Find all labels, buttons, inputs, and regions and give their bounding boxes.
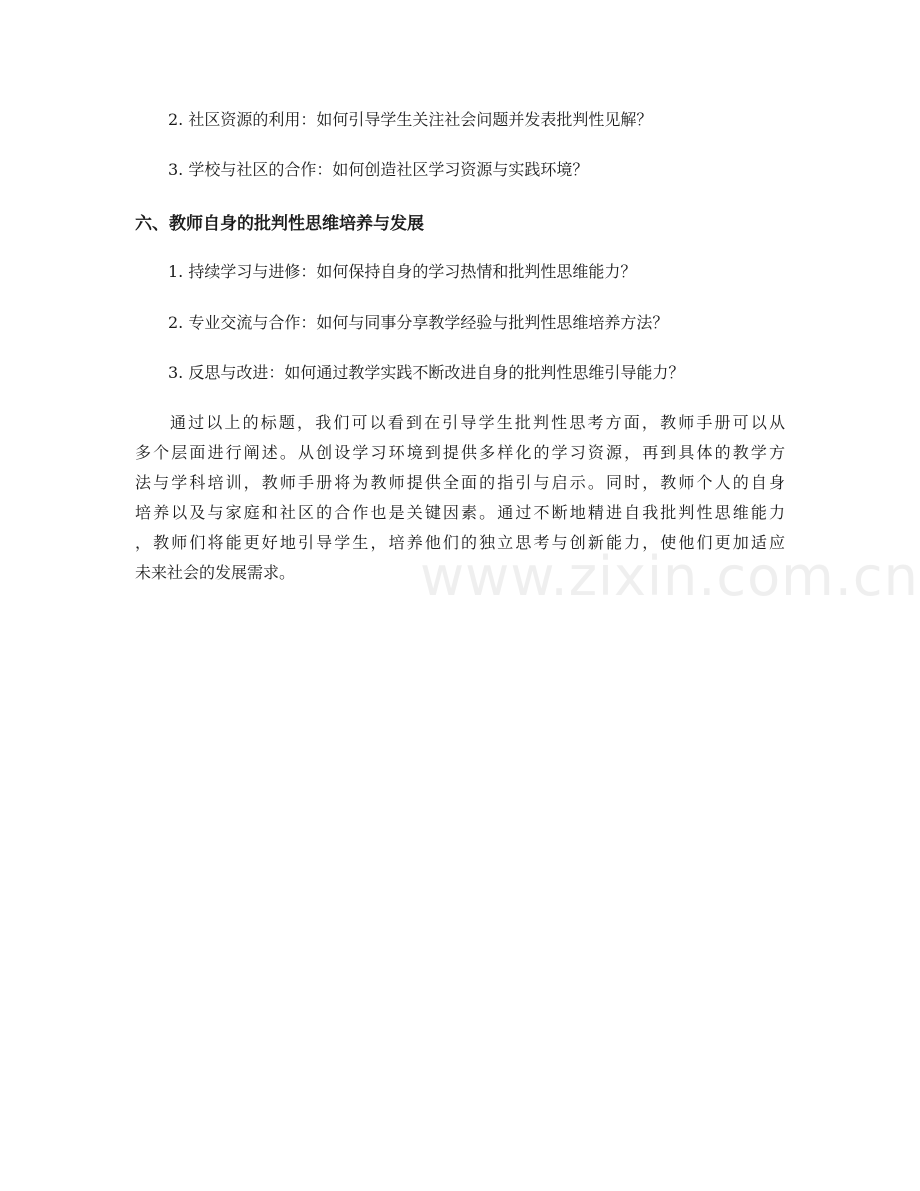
watermark: www.zixin.com.cn — [420, 545, 919, 608]
paragraph-line: 法与学科培训，教师手册将为教师提供全面的指引与启示。同时，教师个人的自身 — [135, 473, 785, 492]
paragraph-line: 未来社会的发展需求。 — [135, 563, 296, 582]
paragraph-line: 培养以及与家庭和社区的合作也是关键因素。通过不断地精进自我批判性思维能力 — [135, 503, 785, 522]
list-item-reflection: 3. 反思与改进：如何通过教学实践不断改进自身的批判性思维引导能力？ — [168, 363, 685, 382]
paragraph-line: 多个层面进行阐述。从创设学习环境到提供多样化的学习资源，再到具体的教学方 — [135, 443, 785, 462]
paragraph-line: 通过以上的标题，我们可以看到在引导学生批判性思考方面，教师手册可以从 — [170, 413, 785, 432]
paragraph-line: ，教师们将能更好地引导学生，培养他们的独立思考与创新能力，使他们更加适应 — [135, 533, 785, 552]
list-item-school-community-cooperation: 3. 学校与社区的合作：如何创造社区学习资源与实践环境？ — [168, 160, 589, 179]
list-item-community-resources: 2. 社区资源的利用：如何引导学生关注社会问题并发表批判性见解？ — [168, 110, 653, 129]
section-heading: 六、教师自身的批判性思维培养与发展 — [135, 214, 424, 234]
list-item-professional-exchange: 2. 专业交流与合作：如何与同事分享教学经验与批判性思维培养方法？ — [168, 313, 669, 332]
conclusion-paragraph — [135, 408, 790, 588]
list-item-continuous-learning: 1. 持续学习与进修：如何保持自身的学习热情和批判性思维能力？ — [168, 262, 637, 281]
